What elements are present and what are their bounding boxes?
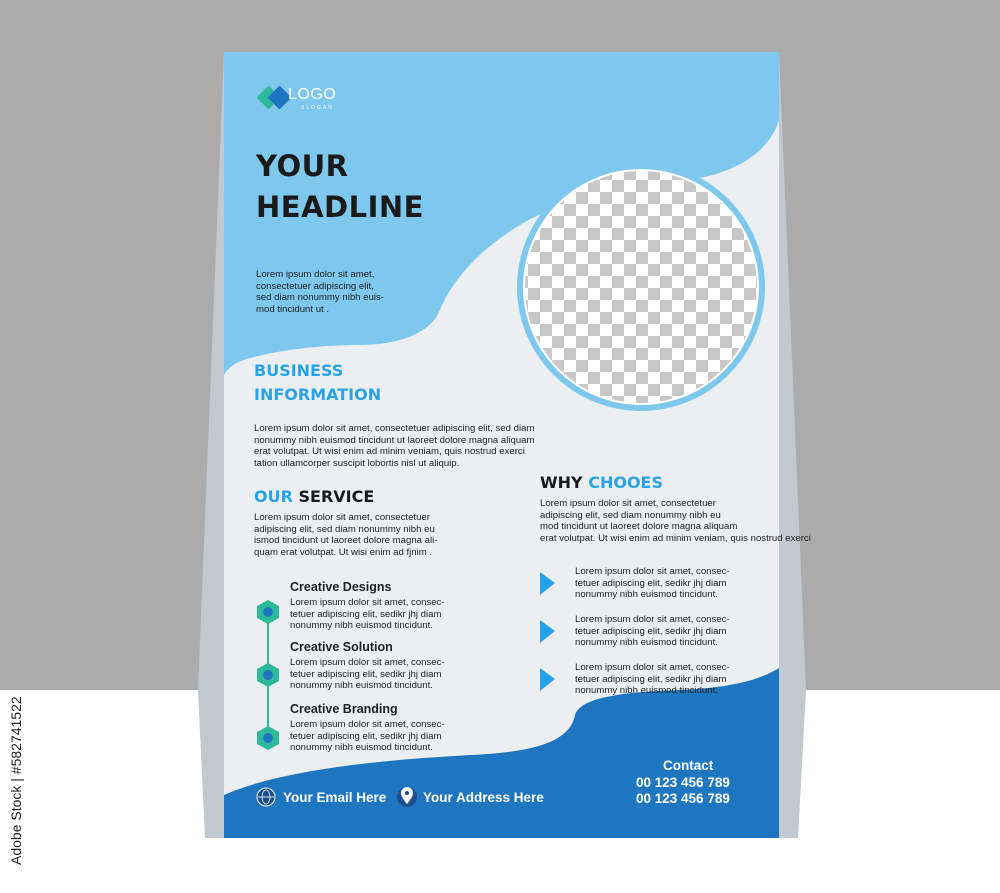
text-line: mod tincidunt ut . <box>256 303 330 315</box>
text-line: Lorem ipsum dolor sit amet, consec- <box>290 597 445 608</box>
text-line: ismod tincidunt ut laoreet dolore magna ali- <box>254 535 438 547</box>
text-line: tetuer adipiscing elit, sedikr jhj diam <box>575 625 727 637</box>
business-text <box>254 423 535 469</box>
text-line: consectetuer adipiscing elit, <box>256 280 374 292</box>
text-line: Lorem ipsum dolor sit amet, consec- <box>575 614 730 625</box>
service-item-text <box>290 657 445 692</box>
service-item-title: Creative Branding <box>290 702 398 716</box>
footer-phone: 00 123 456 789 <box>636 791 730 806</box>
text-line: nonummy nibh euismod tincidunt. <box>575 637 718 649</box>
location-pin-icon <box>397 787 417 807</box>
service-title-rest: SERVICE <box>298 487 375 506</box>
business-title-line2: INFORMATION <box>254 385 382 404</box>
why-item-text <box>575 614 730 649</box>
text-line: Lorem ipsum dolor sit amet, consec- <box>290 719 445 730</box>
why-title <box>540 473 663 493</box>
logo-slogan: SLOGAN <box>301 105 334 111</box>
footer-email: Your Email Here <box>283 790 387 805</box>
why-item-text <box>575 566 730 601</box>
text-line: nonummy nibh euismod tincidunt. <box>575 685 718 697</box>
text-line: nonummy nibh euismod tincidunt ut laoreet dolore magna aliquam <box>254 434 535 446</box>
text-line: tetuer adipiscing elit, sedikr jhj diam <box>290 608 442 620</box>
service-title-accent: OUR <box>254 487 293 506</box>
text-line: tetuer adipiscing elit, sedikr jhj diam <box>575 673 727 685</box>
text-line: tetuer adipiscing elit, sedikr jhj diam <box>575 577 727 589</box>
stock-id-label: Adobe Stock | #582741522 <box>8 696 24 865</box>
service-item-text <box>290 719 445 754</box>
service-item-title: Creative Solution <box>290 640 393 654</box>
text-line: Lorem ipsum dolor sit amet, consec- <box>290 657 445 668</box>
text-line: adipiscing elit, sed diam nonummy nibh eu <box>254 523 435 535</box>
why-title-rest: WHY <box>540 473 583 492</box>
text-line: nonummy nibh euismod tincidunt. <box>290 680 433 692</box>
text-line: tetuer adipiscing elit, sedikr jhj diam <box>290 668 442 680</box>
text-line: nonummy nibh euismod tincidunt. <box>290 620 433 632</box>
footer-contact-label: Contact <box>663 758 714 773</box>
service-text <box>254 512 437 558</box>
intro-text <box>256 269 384 315</box>
text-line: Lorem ipsum dolor sit amet, consec- <box>575 662 730 673</box>
globe-icon <box>257 788 275 806</box>
text-line: Lorem ipsum dolor sit amet, consectetuer adipiscing elit, sed diam <box>254 423 535 434</box>
service-item-text <box>290 597 445 632</box>
footer-phone: 00 123 456 789 <box>636 775 730 790</box>
why-item-text <box>575 662 730 697</box>
logo-name: LOGO <box>288 86 337 103</box>
text-line: Lorem ipsum dolor sit amet, consectetuer <box>540 498 716 509</box>
text-line: Lorem ipsum dolor sit amet, consectetuer <box>254 512 430 523</box>
business-title-line1: BUSINESS <box>254 361 344 380</box>
text-line: nonummy nibh euismod tincidunt. <box>290 742 433 754</box>
text-line: adipiscing elit, sed diam nonummy nibh eu <box>540 509 721 521</box>
text-line: sed diam nonummy nibh euis- <box>256 292 384 304</box>
service-item-title: Creative Designs <box>290 580 392 594</box>
footer-address: Your Address Here <box>423 790 544 805</box>
text-line: tation ullamcorper suscipit lobortis nisl ut aliquip. <box>254 457 460 469</box>
text-line: Lorem ipsum dolor sit amet, <box>256 269 375 280</box>
headline-line2: HEADLINE <box>256 190 424 224</box>
text-line: Lorem ipsum dolor sit amet, consec- <box>575 566 730 577</box>
why-title-accent: CHOOES <box>588 473 663 492</box>
text-line: erat volutpat. Ut wisi enim ad minim veniam, quis nostrud exerci <box>540 532 811 544</box>
text-line: mod tincidunt ut laoreet dolore magna aliquam <box>540 521 738 533</box>
service-title <box>254 487 374 507</box>
headline-line1: YOUR <box>256 149 349 183</box>
text-line: erat volutpat. Ut wisi enim ad minim veniam, quis nostrud exerci <box>254 446 525 458</box>
text-line: quam erat volutpat. Ut wisi enim ad fjnim . <box>254 546 433 558</box>
text-line: tetuer adipiscing elit, sedikr jhj diam <box>290 730 442 742</box>
text-line: nonummy nibh euismod tincidunt. <box>575 589 718 601</box>
why-text <box>540 498 811 544</box>
